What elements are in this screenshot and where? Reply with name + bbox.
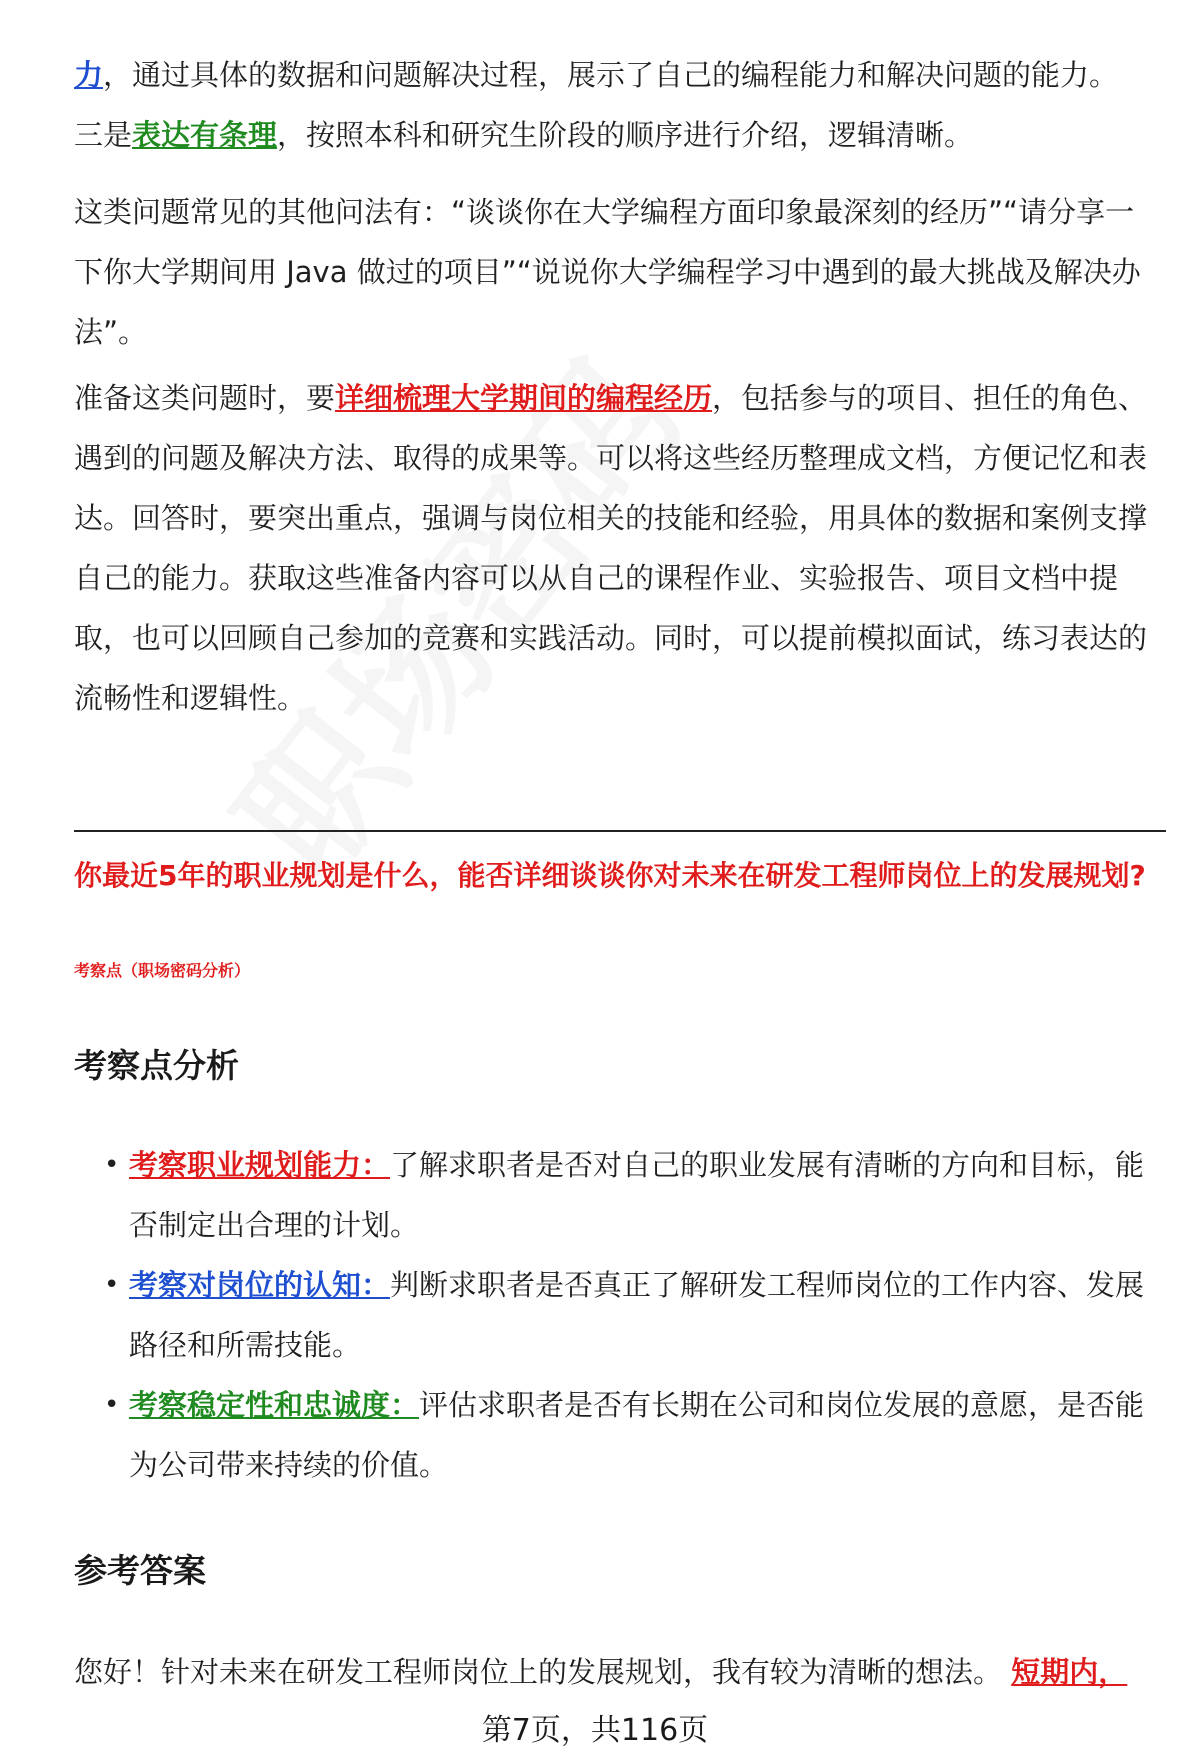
other-questions-paragraph — [74, 182, 1160, 362]
highlight-organized: 表达有条理 — [132, 118, 278, 152]
question-block — [74, 856, 1160, 896]
question-title: 你最近5年的职业规划是什么，能否详细谈谈你对未来在研发工程师岗位上的发展规划? — [74, 859, 1146, 892]
bullet-icon: • — [104, 1270, 120, 1300]
intro-line-1: 力，通过具体的数据和问题解决过程，展示了自己的编程能力和解决问题的能力。 — [74, 58, 1119, 92]
answer-text: 您好！针对未来在研发工程师岗位上的发展规划，我有较为清晰的想法。 短期内， — [74, 1655, 1128, 1689]
highlight-short-term: 短期内， — [1011, 1655, 1128, 1689]
analysis-points — [74, 1135, 1160, 1495]
point-text: 判断求职者是否真正了解研发工程师岗位的工作内容、发展路径和所需技能。 — [129, 1268, 1145, 1362]
bullet-icon: • — [104, 1390, 120, 1420]
prep-text: 准备这类问题时，要详细梳理大学期间的编程经历，包括参与的项目、担任的角色、遇到的问题及解决方法、取得的成果等。可以将这些经历整理成文档，方便记忆和表达。回答时，要突出重点，强调与岗位相关的技能和经验，用具体的数据和案例支撑自己的能力。获取这些准备内容可以从自己的课程作业、实验报告、项目文档中提取，也可以回顾自己参加的竞赛和实践活动。同时，可以提前模拟面试，练习表达的流畅性和逻辑性。 — [74, 381, 1148, 715]
section-divider — [74, 830, 1166, 832]
page-footer: 第7页，共116页 — [481, 1713, 709, 1748]
highlight-ability: 力 — [74, 58, 104, 92]
analysis-point — [74, 1135, 1160, 1255]
prep-paragraph — [74, 368, 1160, 728]
point-text: 评估求职者是否有长期在公司和岗位发展的意愿，是否能为公司带来持续的价值。 — [129, 1388, 1145, 1482]
analysis-heading: 考察点分析 — [74, 1046, 239, 1085]
point-title: 考察稳定性和忠诚度： — [129, 1388, 420, 1422]
answer-heading: 参考答案 — [74, 1551, 206, 1590]
analysis-point — [74, 1375, 1160, 1495]
answer-paragraph — [74, 1642, 1160, 1702]
bullet-icon: • — [104, 1150, 120, 1180]
highlight-prep: 详细梳理大学期间的编程经历 — [335, 381, 713, 415]
exam-point-label: 考察点（职场密码分析） — [74, 961, 251, 980]
intro-line-2: 三是表达有条理，按照本科和研究生阶段的顺序进行介绍，逻辑清晰。 — [74, 118, 974, 152]
point-title: 考察对岗位的认知： — [129, 1268, 391, 1302]
point-text: 了解求职者是否对自己的职业发展有清晰的方向和目标，能否制定出合理的计划。 — [129, 1148, 1145, 1242]
other-questions-text: 这类问题常见的其他问法有：“谈谈你在大学编程方面印象最深刻的经历”“请分享一下你大学期间用 Java 做过的项目”“说说你大学编程学习中遇到的最大挑战及解决办法”。 — [74, 195, 1141, 349]
point-title: 考察职业规划能力： — [129, 1148, 391, 1182]
intro-paragraph — [74, 45, 1160, 165]
analysis-point — [74, 1255, 1160, 1375]
